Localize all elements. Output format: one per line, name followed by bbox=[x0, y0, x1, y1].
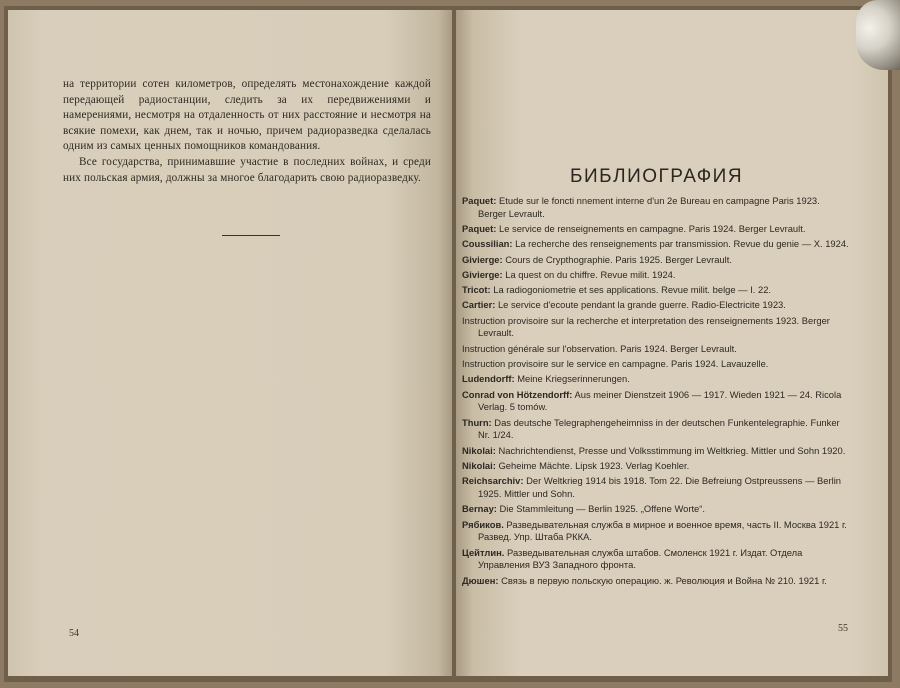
bibliography-entry bbox=[462, 254, 850, 267]
bibliography-entry bbox=[462, 519, 850, 544]
bibliography-entry bbox=[462, 503, 850, 516]
bibliography-entry bbox=[462, 238, 850, 251]
entry-text: Meine Kriegserinnerungen. bbox=[514, 373, 630, 385]
page-number-right: 55 bbox=[838, 623, 848, 634]
bibliography-entry bbox=[462, 269, 850, 282]
left-page-text bbox=[63, 77, 431, 186]
entry-text: La radiogoniometrie et ses applications. Revue milit. belge — I. 22. bbox=[490, 284, 772, 296]
bibliography-entry bbox=[462, 223, 850, 236]
entry-text: Instruction provisoire sur la recherche et interpretation des renseignements 1923. Berger Levrault. bbox=[462, 314, 830, 339]
bibliography-entry bbox=[462, 299, 850, 312]
entry-author: Nikolai: bbox=[462, 444, 496, 456]
entry-text: Разведывательная служба штабов. Смоленск 1921 г. Издат. Отдела Управления ВУЗ Западного фронта. bbox=[478, 546, 803, 571]
bibliography-entry bbox=[462, 195, 850, 220]
entry-text: Die Stammleitung — Berlin 1925. „Offene Worte“. bbox=[496, 503, 705, 515]
entry-text: La quest on du chiffre. Revue milit. 1924. bbox=[502, 268, 676, 280]
entry-author: Paquet: bbox=[462, 195, 497, 206]
entry-author: Ludendorff: bbox=[462, 373, 515, 385]
bibliography-entry bbox=[462, 315, 850, 340]
open-book bbox=[4, 6, 892, 682]
entry-author: Thurn: bbox=[462, 416, 492, 428]
binder-clip bbox=[856, 0, 900, 70]
paragraph: Все государства, принимавшие участие в последних войнах, и среди них польская армия, должны за многое благодарить свою радиоразведку. bbox=[63, 155, 431, 184]
entry-text: Geheime Mächte. Lipsk 1923. Verlag Koehler. bbox=[495, 459, 690, 471]
section-divider bbox=[222, 235, 280, 236]
bibliography-entry bbox=[462, 475, 850, 500]
entry-text: Etude sur le foncti nnement interne d'un 2e Bureau en campagne Paris 1923. Berger Levrault. bbox=[478, 195, 820, 219]
bibliography-entry bbox=[462, 358, 850, 371]
entry-author: Bernay: bbox=[462, 503, 497, 515]
entry-text: Разведывательная служба в мирное и военное время, часть II. Москва 1921 г. Развед. Упр. Штаба РККА. bbox=[478, 518, 847, 543]
page-number-left: 54 bbox=[69, 628, 79, 639]
bibliography-entry bbox=[462, 575, 850, 588]
bibliography-entry bbox=[462, 460, 850, 473]
entry-text: Cours de Crypthographie. Paris 1925. Berger Levrault. bbox=[502, 253, 732, 265]
bibliography-entry bbox=[462, 343, 850, 356]
entry-author: Coussilian: bbox=[462, 238, 513, 250]
entry-text: Aus meiner Dienstzeit 1906 — 1917. Wieden 1921 — 24. Ricola Verlag. 5 tomów. bbox=[478, 388, 842, 413]
bibliography-entry bbox=[462, 284, 850, 297]
entry-text: Le service d'ecoute pendant la grande guerre. Radio-Electricite 1923. bbox=[495, 299, 786, 311]
entry-author: Cartier: bbox=[462, 299, 496, 311]
entry-text: La recherche des renseignements par transmission. Revue du genie — X. 1924. bbox=[512, 238, 849, 250]
entry-author: Givierge: bbox=[462, 268, 503, 280]
bibliography-entry bbox=[462, 417, 850, 442]
entry-author: Paquet: bbox=[462, 223, 497, 234]
entry-text: Связь в первую польскую операцию. ж. Революция и Война № 210. 1921 г. bbox=[498, 574, 827, 586]
entry-text: Der Weltkrieg 1914 bis 1918. Tom 22. Die Befreiung Ostpreussens — Berlin 1925. Mittler und Sohn. bbox=[478, 475, 842, 499]
entry-author: Givierge: bbox=[462, 253, 503, 265]
bibliography-entry bbox=[462, 389, 850, 414]
entry-text: Instruction provisoire sur le service en campagne. Paris 1924. Lavauzelle. bbox=[462, 358, 769, 370]
paragraph: на территории сотен километров, определять местонахождение каждой передающей радиостанции, следить за их передвижениями и намерениями, несмотря на отдаленность от них расстояние и несмотря на всякие помехи, как днем, так и ночью, причем радиоразведка сделалась одним из самых ценных помощников командования. bbox=[63, 78, 431, 153]
entry-text: Nachrichtendienst, Presse und Volksstimmung im Weltkrieg. Mittler und Sohn 1920. bbox=[495, 444, 846, 456]
bibliography-entry bbox=[462, 445, 850, 458]
entry-author: Nikolai: bbox=[462, 459, 496, 471]
entry-author: Tricot: bbox=[462, 284, 491, 296]
bibliography-entry bbox=[462, 547, 850, 572]
bibliography-entry bbox=[462, 373, 850, 386]
bibliography-list bbox=[462, 195, 850, 590]
bibliography-heading: БИБЛИОГРАФИЯ bbox=[570, 166, 744, 187]
entry-author: Conrad von Hötzendorff: bbox=[462, 388, 573, 400]
entry-author: Цейтлин. bbox=[462, 546, 505, 558]
entry-text: Instruction générale sur l'observation. Paris 1924. Berger Levrault. bbox=[462, 342, 737, 354]
entry-author: Reichsarchiv: bbox=[462, 475, 524, 487]
left-page bbox=[8, 10, 452, 676]
entry-text: Das deutsche Telegraphengeheimniss in der deutschen Funkentelegraphie. Funker Nr. 1/24. bbox=[478, 416, 840, 441]
entry-author: Дюшен: bbox=[462, 574, 499, 586]
right-page bbox=[456, 10, 888, 676]
entry-text: Le service de renseignements en campagne. Paris 1924. Berger Levrault. bbox=[496, 223, 806, 234]
entry-author: Рябиков. bbox=[462, 518, 504, 530]
